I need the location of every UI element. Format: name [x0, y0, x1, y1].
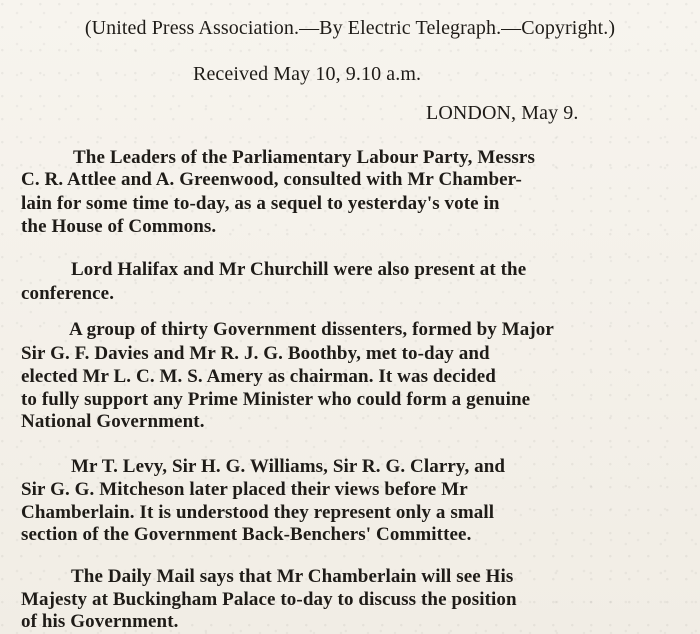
paragraph-line: the House of Commons. [21, 216, 217, 237]
received-line: Received May 10, 9.10 a.m. [193, 63, 422, 85]
paragraph-line: elected Mr L. C. M. S. Amery as chairman. It was decided [21, 366, 496, 387]
paragraph-line: National Government. [21, 411, 205, 432]
paragraph-line: Chamberlain. It is understood they represent only a small [21, 502, 495, 523]
paragraph-line: Sir G. F. Davies and Mr R. J. G. Boothby, met to-day and [21, 343, 490, 364]
paragraph-line: conference. [21, 283, 115, 304]
paragraph-line: The Daily Mail says that Mr Chamberlain will see His [71, 566, 514, 587]
paragraph-line: of his Government. [21, 611, 179, 632]
paragraph-line: A group of thirty Government dissenters, formed by Major [69, 319, 554, 340]
paragraph-line: C. R. Attlee and A. Greenwood, consulted with Mr Chamber- [21, 169, 522, 190]
paragraph-line: to fully support any Prime Minister who could form a genuine [21, 389, 531, 410]
paragraph-line: Sir G. G. Mitcheson later placed their views before Mr [21, 479, 468, 500]
paragraph-line: section of the Government Back-Benchers' Committee. [21, 524, 472, 545]
paragraph-line: lain for some time to-day, as a sequel to yesterday's vote in [21, 193, 500, 214]
paragraph-line: The Leaders of the Parliamentary Labour Party, Messrs [73, 147, 535, 168]
source-line: (United Press Association.—By Electric Telegraph.—Copyright.) [84, 17, 616, 39]
place-date-line: LONDON, May 9. [426, 102, 579, 124]
paragraph-line: Lord Halifax and Mr Churchill were also present at the [71, 259, 527, 280]
paragraph-line: Mr T. Levy, Sir H. G. Williams, Sir R. G. Clarry, and [71, 456, 506, 477]
paragraph-line: Majesty at Buckingham Palace to-day to discuss the position [21, 589, 517, 610]
